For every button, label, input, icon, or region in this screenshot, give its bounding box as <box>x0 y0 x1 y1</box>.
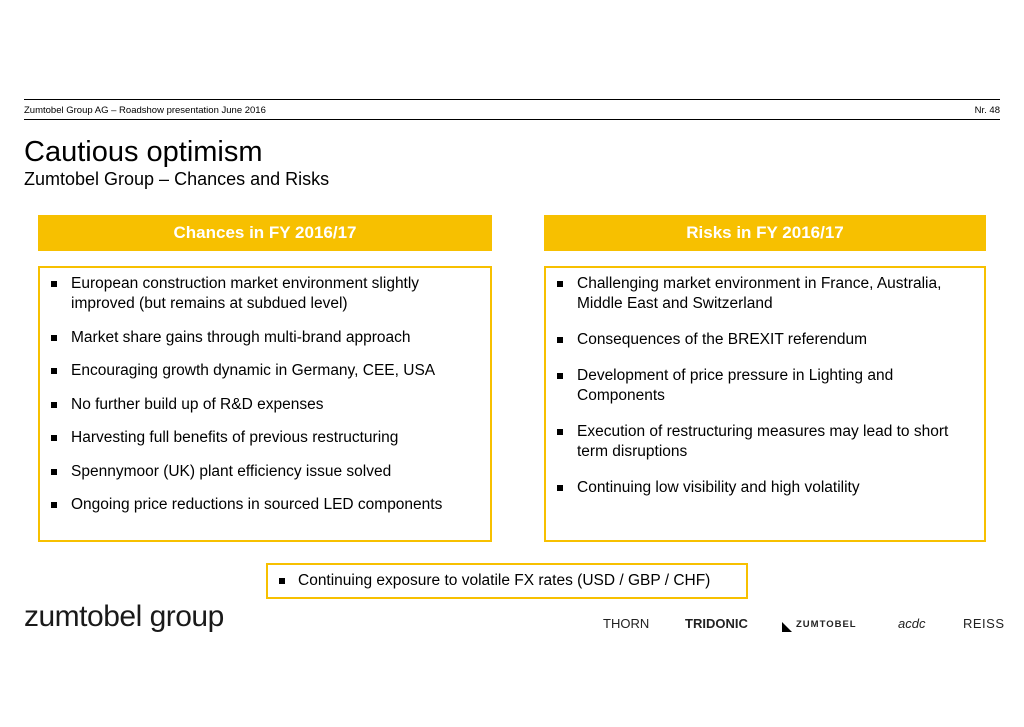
risks-item: Consequences of the BREXIT referendum <box>556 330 974 350</box>
brand-reiss: REISS <box>963 616 1005 631</box>
chances-item: Market share gains through multi-brand approach <box>50 328 480 348</box>
risks-item: Challenging market environment in France, Australia, Middle East and Switzerland <box>556 274 974 314</box>
risks-item: Continuing low visibility and high volatility <box>556 478 974 498</box>
header-page-number: Nr. 48 <box>974 105 1000 116</box>
chances-item: Harvesting full benefits of previous restructuring <box>50 428 480 448</box>
risks-item: Execution of restructuring measures may lead to short term disruptions <box>556 422 974 462</box>
risks-list <box>556 274 974 498</box>
header-bottom-rule <box>24 119 1000 120</box>
risks-item: Development of price pressure in Lighting and Components <box>556 366 974 406</box>
chances-item: Ongoing price reductions in sourced LED components <box>50 495 480 515</box>
risks-heading: Risks in FY 2016/17 <box>544 215 986 251</box>
zumtobel-mark-icon <box>782 619 792 629</box>
brand-zumtobel: ZUMTOBEL <box>796 619 857 630</box>
brand-tridonic: TRIDONIC <box>685 616 748 631</box>
chances-item: Spennymoor (UK) plant efficiency issue solved <box>50 462 480 482</box>
chances-box <box>38 266 492 542</box>
chances-list <box>50 274 480 515</box>
brand-thorn: THORN <box>603 616 650 631</box>
header-presentation-title: Zumtobel Group AG – Roadshow presentation June 2016 <box>24 105 266 116</box>
chances-item: Encouraging growth dynamic in Germany, CEE, USA <box>50 361 480 381</box>
slide-title: Cautious optimism <box>24 136 263 168</box>
shared-risk-box: Continuing exposure to volatile FX rates (USD / GBP / CHF) <box>266 563 748 599</box>
chances-heading: Chances in FY 2016/17 <box>38 215 492 251</box>
zumtobel-group-logo: zumtobel group <box>24 600 224 633</box>
slide-subtitle: Zumtobel Group – Chances and Risks <box>24 169 330 189</box>
brand-acdc: acdc <box>898 616 926 631</box>
chances-item: No further build up of R&D expenses <box>50 395 480 415</box>
risks-box <box>544 266 986 542</box>
chances-item: European construction market environment slightly improved (but remains at subdued level) <box>50 274 480 314</box>
header-top-rule <box>24 99 1000 100</box>
